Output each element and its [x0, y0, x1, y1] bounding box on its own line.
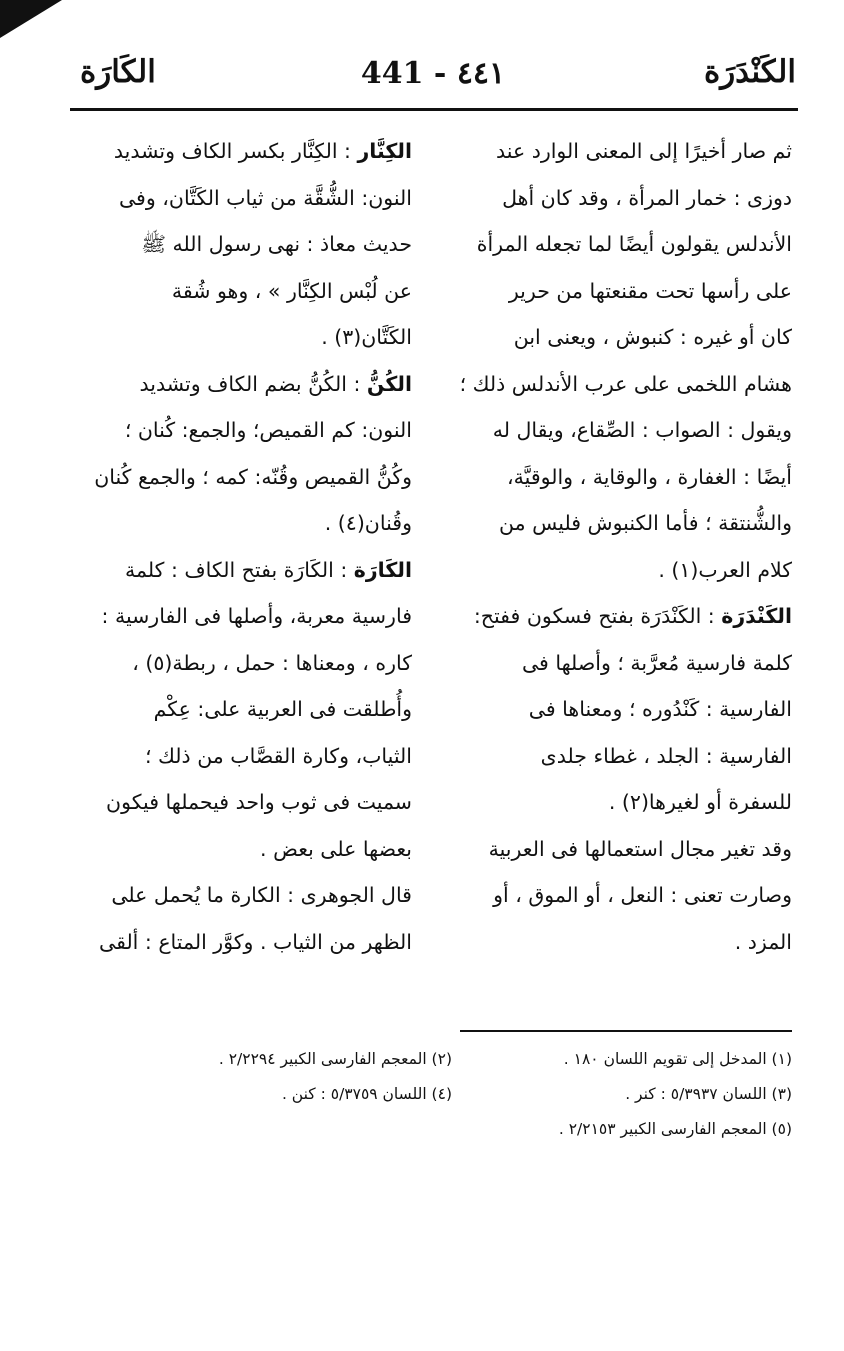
text-line: الفارسية : كَنْدُوره ؛ ومعناها فى [528, 697, 792, 721]
text-line: قال الجوهرى : الكارة ما يُحمل على [111, 883, 412, 907]
text-line: الكُنُّ : الكُنُّ بضم الكاف وتشديد [139, 371, 412, 396]
text-line: كلمة فارسية مُعرَّبة ؛ وأصلها فى [521, 650, 792, 675]
text-line: أيضًا : الغفارة ، والوقاية ، والوقيَّة، [507, 464, 792, 489]
text-line: كلام العرب(١) . [658, 557, 792, 582]
text-line: على رأسها تحت مقنعتها من حرير [508, 278, 792, 303]
text-line: دوزى : خمار المرأة ، وقد كان أهل [502, 185, 792, 210]
text-line: والشُّنتقة ؛ فأما الكنبوش فليس من [499, 511, 792, 535]
text-line: الكَنْدَرَة : الكَنْدَرَة بفتح فسكون ففتح: [473, 604, 792, 628]
page-number: 441 - ٤٤١ [360, 56, 506, 91]
text-line: هشام اللخمى على عرب الأندلس ذلك ؛ [459, 371, 792, 396]
entry-term: الكِنَّار [357, 139, 412, 163]
text-line: عن لُبْس الكِنَّار » ، وهو شُقة [171, 278, 412, 303]
footnote-item: (٥) المعجم الفارسى الكبير ٢/٢١٥٣ . [558, 1120, 792, 1138]
text-line: الثياب، وكارة القصَّاب من ذلك ؛ [145, 743, 412, 768]
text-line: فارسية معربة، وأصلها فى الفارسية : [101, 604, 412, 628]
text-line: للسفرة أو لغيرها(٢) . [608, 790, 792, 814]
entry-term: الكُنُّ [366, 371, 412, 396]
text-line: الظهر من الثياب . وكوَّر المتاع : ألقى [98, 929, 412, 954]
header-left-title: الكَارَة [80, 54, 156, 90]
text-line: ثم صار أخيرًا إلى المعنى الوارد عند [496, 139, 792, 163]
footnote-row [52, 1077, 792, 1112]
text-line: كاره ، ومعناها : حمل ، ربطة(٥) ، [132, 650, 412, 675]
footnote-rule [460, 1030, 792, 1032]
footnote-item: (٢) المعجم الفارسى الكبير ٢/٢٢٩٤ . [218, 1050, 452, 1068]
text-line: الفارسية : الجلد ، غطاء جلدى [540, 743, 792, 768]
footnote-item: (٣) اللسان ٥/٣٩٣٧ : كنر . [625, 1085, 792, 1103]
text-line: حديث معاذ : نهى رسول الله ﷺ [141, 232, 412, 256]
text-line: الأندلس يقولون أيضًا لما تجعله المرأة [476, 232, 792, 256]
text-line: النون: كم القميص؛ والجمع: كُنان ؛ [124, 418, 412, 442]
footnote-item: (٤) اللسان ٥/٣٧٥٩ : كنن . [281, 1085, 452, 1103]
entry-term: الكَنْدَرَة [721, 604, 792, 628]
text-line: الكِنَّار : الكِنَّار بكسر الكاف وتشديد [113, 139, 412, 163]
text-line: وأُطلقت فى العربية على: عِكْم [153, 697, 412, 721]
text-line: وكُنُّ القميص وقُنّه: كمه ؛ والجمع كُنان [94, 464, 412, 489]
text-line: النون: الشُّقَّة من ثياب الكَتَّان، وفى [118, 185, 412, 210]
footnotes [52, 1042, 792, 1147]
text-line: وصارت تعنى : النعل ، أو الموق ، أو [493, 883, 792, 907]
footnote-row [52, 1042, 792, 1077]
left-text-column [78, 128, 412, 965]
footnote-item [112, 1112, 452, 1147]
text-line: المزد . [734, 929, 792, 954]
header-rule [70, 108, 798, 111]
right-text-column [452, 128, 792, 965]
text-line: سميت فى ثوب واحد فيحملها فيكون [106, 790, 412, 814]
text-line: وقد تغير مجال استعمالها فى العربية [488, 836, 792, 861]
entry-term: الكَارَة [353, 557, 412, 582]
header-right-title: الكَنْدَرَة [703, 54, 796, 90]
footnote-item: (١) المدخل إلى تقويم اللسان ١٨٠ . [563, 1050, 792, 1068]
page-corner-mark [0, 0, 62, 38]
text-line: الكَتَّان(٣) . [321, 325, 412, 349]
text-line: كان أو غيره : كنبوش ، ويعنى ابن [513, 325, 792, 349]
text-line: بعضها على بعض . [260, 836, 412, 861]
text-line: ويقول : الصواب : الصِّقاع، ويقال له [492, 418, 792, 442]
footnote-row [52, 1112, 792, 1147]
text-line: الكَارَة : الكَارَة بفتح الكاف : كلمة [125, 557, 412, 582]
text-line: وقُنان(٤) . [324, 511, 412, 535]
running-header [70, 52, 796, 108]
